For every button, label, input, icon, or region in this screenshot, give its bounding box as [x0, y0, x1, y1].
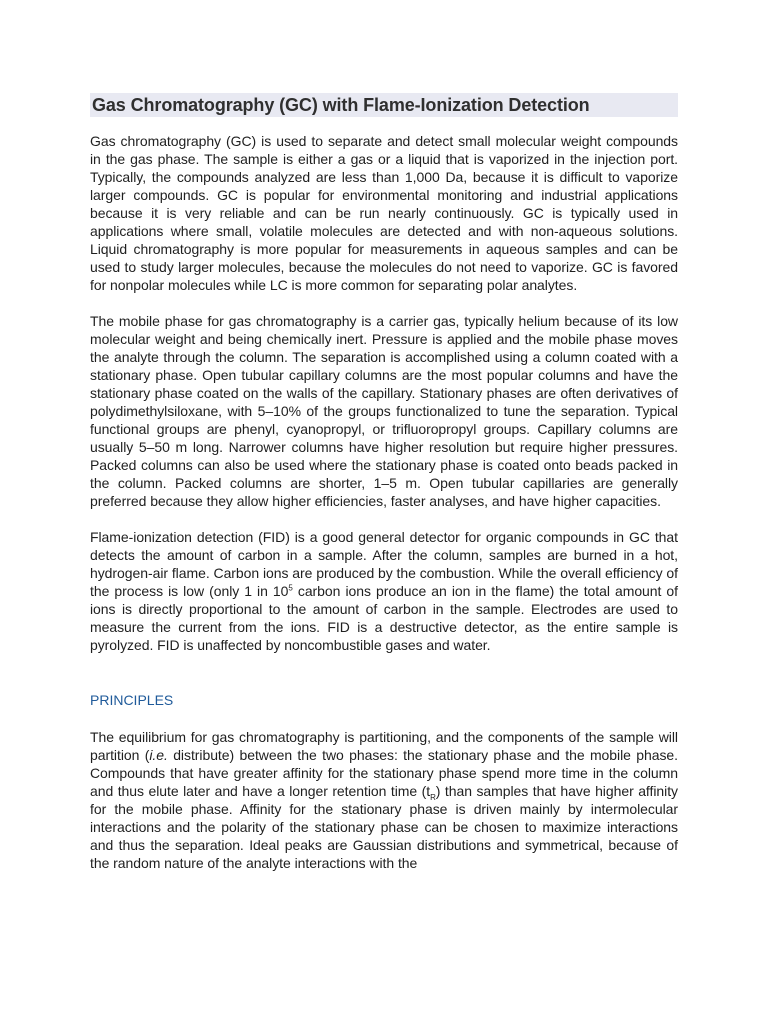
fid-superscript: 5 — [288, 583, 293, 593]
fid-text-part2: carbon ions produce an ion in the flame) the total amount of ions is directly proportional to the amount of carbon in the sample. Electrodes are used to measure the current from the ions. FID is a destructive detector, as the entire sample is pyrolyzed. FID is unaffected by noncombustible gases and water. — [90, 583, 679, 653]
paragraph-gc-intro: Gas chromatography (GC) is used to separate and detect small molecular weight compounds in the gas phase. The sample is either a gas or a liquid that is vaporized in the injection port. Typically, the compounds analyzed are less than 1,000 Da, because it is difficult to vaporize larger compounds. GC is popular for environmental monitoring and industrial applications because it is very reliable and can be run nearly continuously. GC is typically used in applications where small, volatile molecules are detected and with non-aqueous solutions. Liquid chromatography is more popular for measurements in aqueous samples and can be used to study larger molecules, because the molecules do not need to vaporize. GC is favored for nonpolar molecules while LC is more common for separating polar analytes. — [90, 133, 678, 293]
paragraph-mobile-phase: The mobile phase for gas chromatography is a carrier gas, typically helium because of its low molecular weight and being chemically inert. Pressure is applied and the mobile phase moves the analyte through the column. The separation is accomplished using a column coated with a stationary phase. Open tubular capillary columns are the most popular columns and have the stationary phase coated on the walls of the capillary. Stationary phases are often derivatives of polydimethylsiloxane, with 5–10% of the groups functionalized to tune the separation. Typical functional groups are phenyl, cyanopropyl, or trifluoropropyl groups. Capillary columns are usually 5–50 m long. Narrower columns have higher resolution but require higher pressures. Packed columns can also be used where the stationary phase is coated onto beads packed in the column. Packed columns are shorter, 1–5 m. Open tubular capillaries are generally preferred because they allow higher efficiencies, faster analyses, and have higher capacities. — [90, 313, 678, 509]
paragraph-principles — [90, 728, 678, 872]
title-bar — [90, 93, 678, 117]
section-heading-principles: PRINCIPLES — [90, 692, 174, 708]
paragraph-fid — [90, 528, 678, 654]
document-title: Gas Chromatography (GC) with Flame-Ionization Detection — [92, 95, 590, 115]
principles-text-part1: The equilibrium for gas chromatography is partitioning, and the components of the sample will partition ( — [90, 729, 678, 763]
fid-text-part1: Flame-ionization detection (FID) is a good general detector for organic compounds in GC that detects the amount of carbon in a sample. After the column, samples are burned in a hot, hydrogen-air flame. Carbon ions are produced by the combustion. While the overall efficiency of the process is low (only 1 in 10 — [90, 529, 678, 599]
retention-time-subscript: R — [430, 792, 436, 802]
principles-text-part3: ) than samples that have higher affinity for the mobile phase. Affinity for the stationary phase is driven mainly by intermolecular interactions and the polarity of the stationary phase can be chosen to maximize interactions and thus the separation. Ideal peaks are Gaussian distributions and symmetrical, because of the random nature of the analyte interactions with the — [90, 783, 678, 871]
document-page — [90, 93, 678, 890]
principles-text-part2: distribute) between the two phases: the stationary phase and the mobile phase. Compounds that have greater affinity for the stationary phase spend more time in the column and thus elute later and have a longer retention time (t — [90, 747, 678, 799]
principles-italic-ie: i.e. — [149, 747, 168, 763]
